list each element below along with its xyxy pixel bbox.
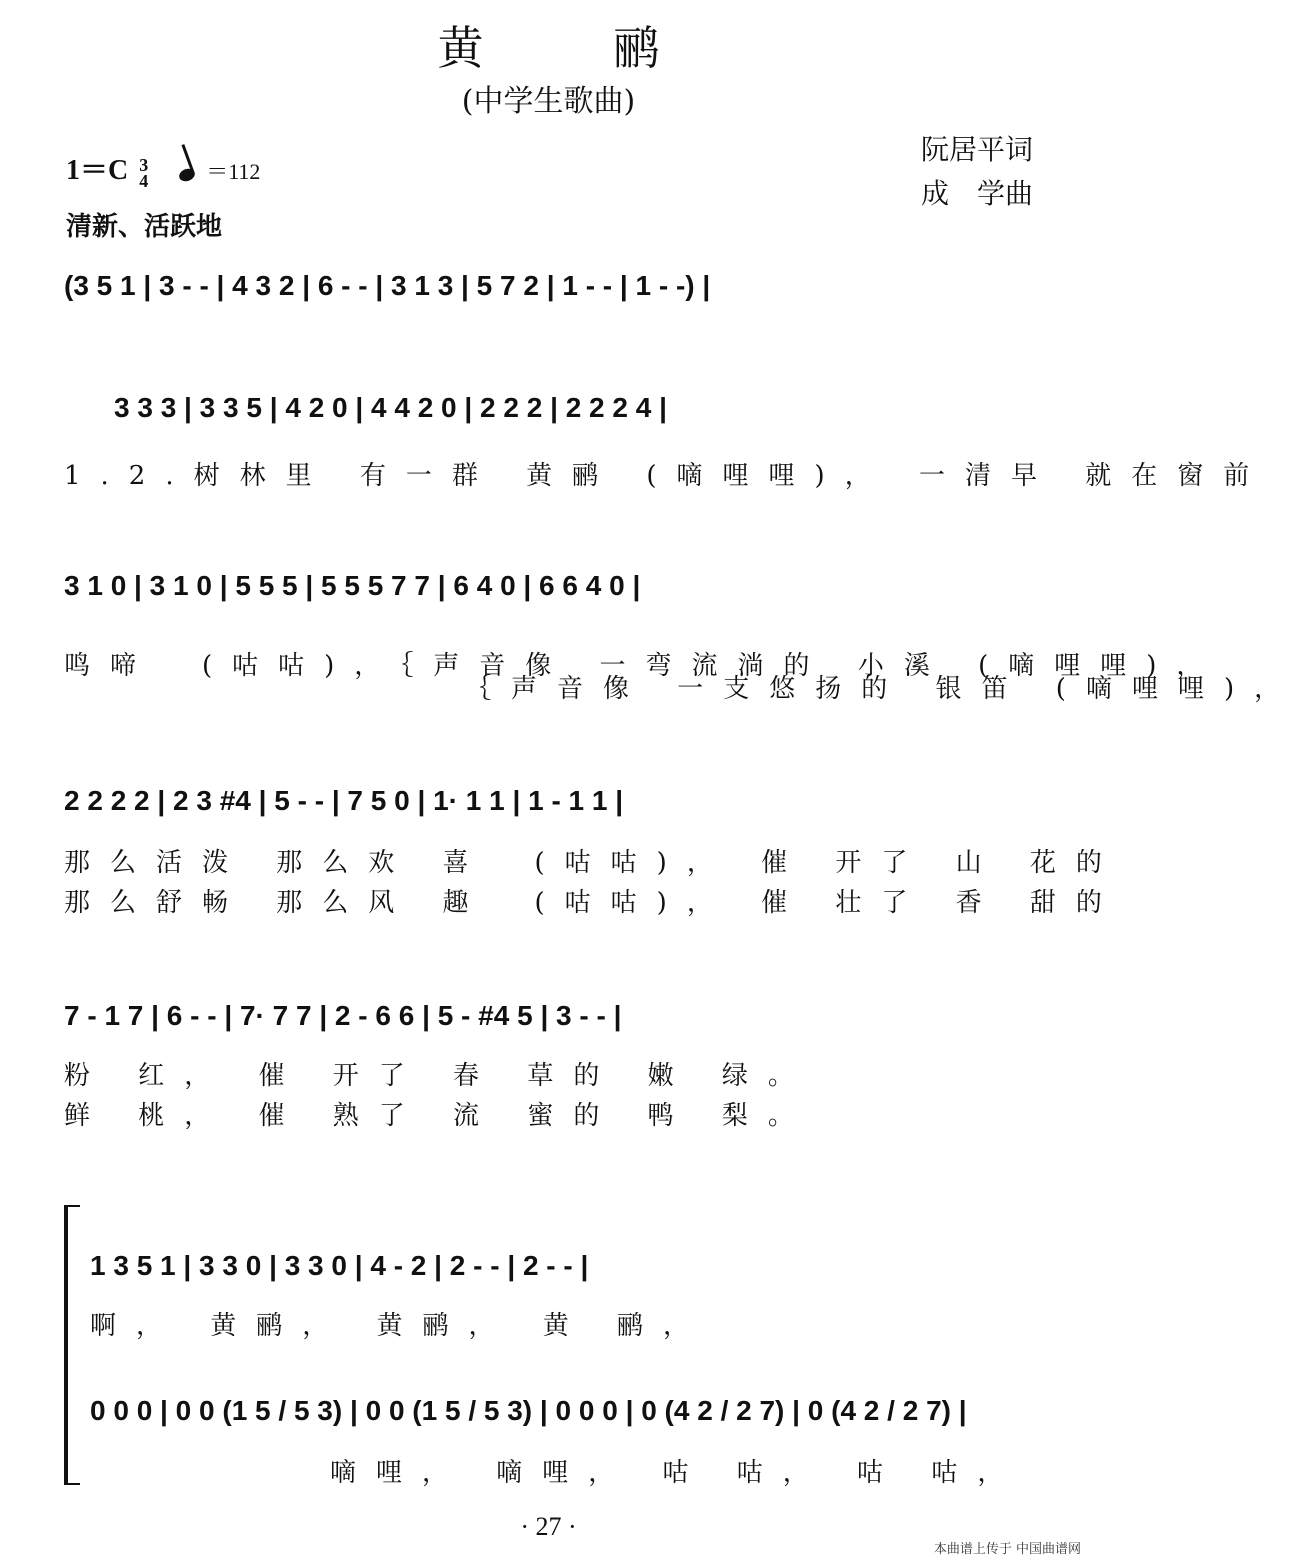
staff-line-4 [64,785,1034,845]
lyric-line-4b: 那么舒畅 那么风 趣 (咕咕)， 催 壮了 香 甜的 [64,888,1122,918]
notation-line-6: 1 3 5 1 | 3 3 0 | 3 3 0 | 4 - 2 | 2 - - | 2 - - | [90,1250,589,1281]
staff-line-6 [90,1250,1030,1310]
key-label: 1＝C [66,155,129,186]
quarter-note-icon [178,167,197,184]
lyric-line-6: 啊， 黄鹂， 黄鹂， 黄 鹂， [90,1311,710,1341]
notation-line-7: 0 0 0 | 0 0 (1 5 / 5 3) | 0 0 (1 5 / 5 3) | 0 0 0 | 0 (4 2 / 2 7) | 0 (4 2 / 2 7) | [90,1395,967,1426]
key-signature [66,148,260,189]
lyric-line-7: 嘀哩， 嘀哩， 咕 咕， 咕 咕， [330,1458,1024,1488]
notation-line-2: 3 3 3 | 3 3 5 | 4 2 0 | 4 4 2 0 | 2 2 2 | 2 2 2 4 | [114,392,667,423]
time-bottom: 4 [139,170,149,191]
expression-mark: 清新、活跃地 [66,212,223,242]
staff-line-3 [64,570,1034,630]
system-bracket [64,1205,80,1485]
lyricist-credit: 阮居平词 [920,133,1033,166]
lyric-line-5a: 粉 红， 催 开了 春 草的 嫩 绿。 [64,1061,814,1091]
staff-line-7 [90,1395,1030,1455]
time-top: 3 [139,154,149,175]
staff-line-2 [64,392,1034,452]
staff-line-1 [64,270,1034,330]
notation-line-4: 2 2 2 2 | 2 3 #4 | 5 - - | 7 5 0 | 1· 1 1 | 1 - 1 1 | [64,785,624,816]
composer-credit: 成 学曲 [920,177,1033,210]
notation-line-5: 7 - 1 7 | 6 - - | 7· 7 7 | 2 - 6 6 | 5 - #4 5 | 3 - - | [64,1000,622,1031]
source-watermark: 本曲谱上传于 中国曲谱网 [933,1542,1081,1557]
song-subtitle: (中学生歌曲) [461,84,636,119]
lyric-line-2: 1.2.树林里 有一群 黄鹂 (嘀哩哩)， 一清早 就在窗前 [64,461,1270,491]
lyric-line-3b: ｛声音像 一支悠扬的 银笛 (嘀哩哩)， [64,674,1300,704]
tempo-bpm: ＝112 [206,159,261,184]
song-title: 黄鹂 [437,21,790,75]
staff-line-5 [64,1000,1034,1060]
time-signature [139,154,149,191]
notation-line-3: 3 1 0 | 3 1 0 | 5 5 5 | 5 5 5 7 7 | 6 4 0 | 6 6 4 0 | [64,570,641,601]
lyric-line-4a: 那么活泼 那么欢 喜 (咕咕)， 催 开了 山 花的 [64,848,1122,878]
lyric-line-3a: 鸣啼 (咕咕)，｛声音像 一弯流淌的 小溪 (嘀哩哩)， [64,651,1223,681]
notation-line-1: (3 5 1 | 3 - - | 4 3 2 | 6 - - | 3 1 3 | 5 7 2 | 1 - - | 1 - -) | [64,270,711,301]
page-number: · 27 · [520,1512,577,1541]
lyric-line-5b: 鲜 桃， 催 熟了 流 蜜的 鸭 梨。 [64,1101,814,1131]
